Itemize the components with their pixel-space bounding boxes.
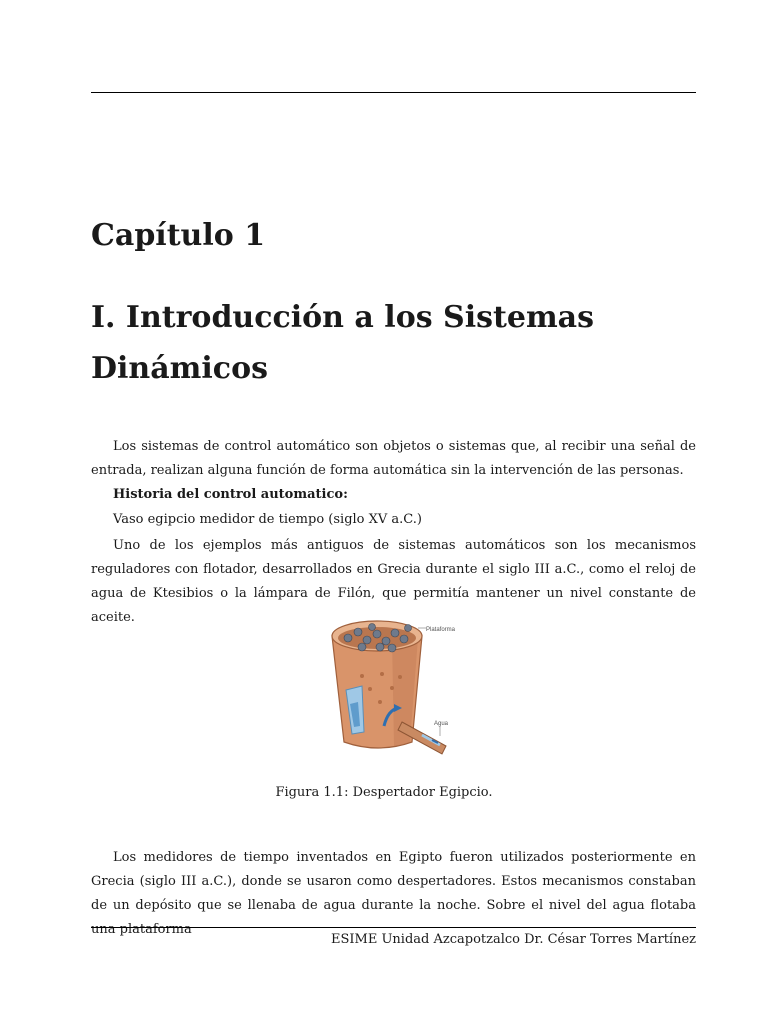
label-platform: Plataforma: [426, 627, 456, 633]
paragraph-intro: Los sistemas de control automático son objetos o sistemas que, al recibir una señal de entrada, realizan alguna función de forma automática sin la intervención de las personas.: [91, 439, 696, 478]
figure-egyptian-water-clock: [322, 614, 462, 760]
paragraph-vase: Vaso egipcio medidor de tiempo (siglo XV a.C.): [113, 512, 422, 527]
section-title: I. Introducción a los Sistemas Dinámicos: [91, 300, 595, 386]
chapter-label: Capítulo 1: [91, 218, 266, 253]
footer-rule: [91, 927, 696, 928]
figure-caption: Figura 1.1: Despertador Egipcio.: [275, 785, 493, 800]
paragraph-examples: Uno de los ejemplos más antiguos de sistemas automáticos son los mecanismos reguladores con flotador, desarrollados en Grecia durante el siglo III a.C., como el reloj de agua de Ktesibios o la lámpara de Filón, que permitía mantener un nivel constante de aceite.: [91, 538, 696, 625]
paragraph-timers: Los medidores de tiempo inventados en Egipto fueron utilizados posteriormente en Grecia (siglo III a.C.), donde se usaron como despertadores. Estos mecanismos constaban de un depósito que se llenaba de agua durante la noche. Sobre el nivel del agua flotaba una plataforma: [91, 850, 696, 937]
label-water: Agua: [434, 721, 449, 727]
page-footer: ESIME Unidad Azcapotzalco Dr. César Torres Martínez: [331, 932, 696, 947]
header-rule: [91, 92, 696, 93]
water-clock-illustration: [322, 614, 462, 760]
history-heading: Historia del control automatico:: [113, 487, 348, 502]
